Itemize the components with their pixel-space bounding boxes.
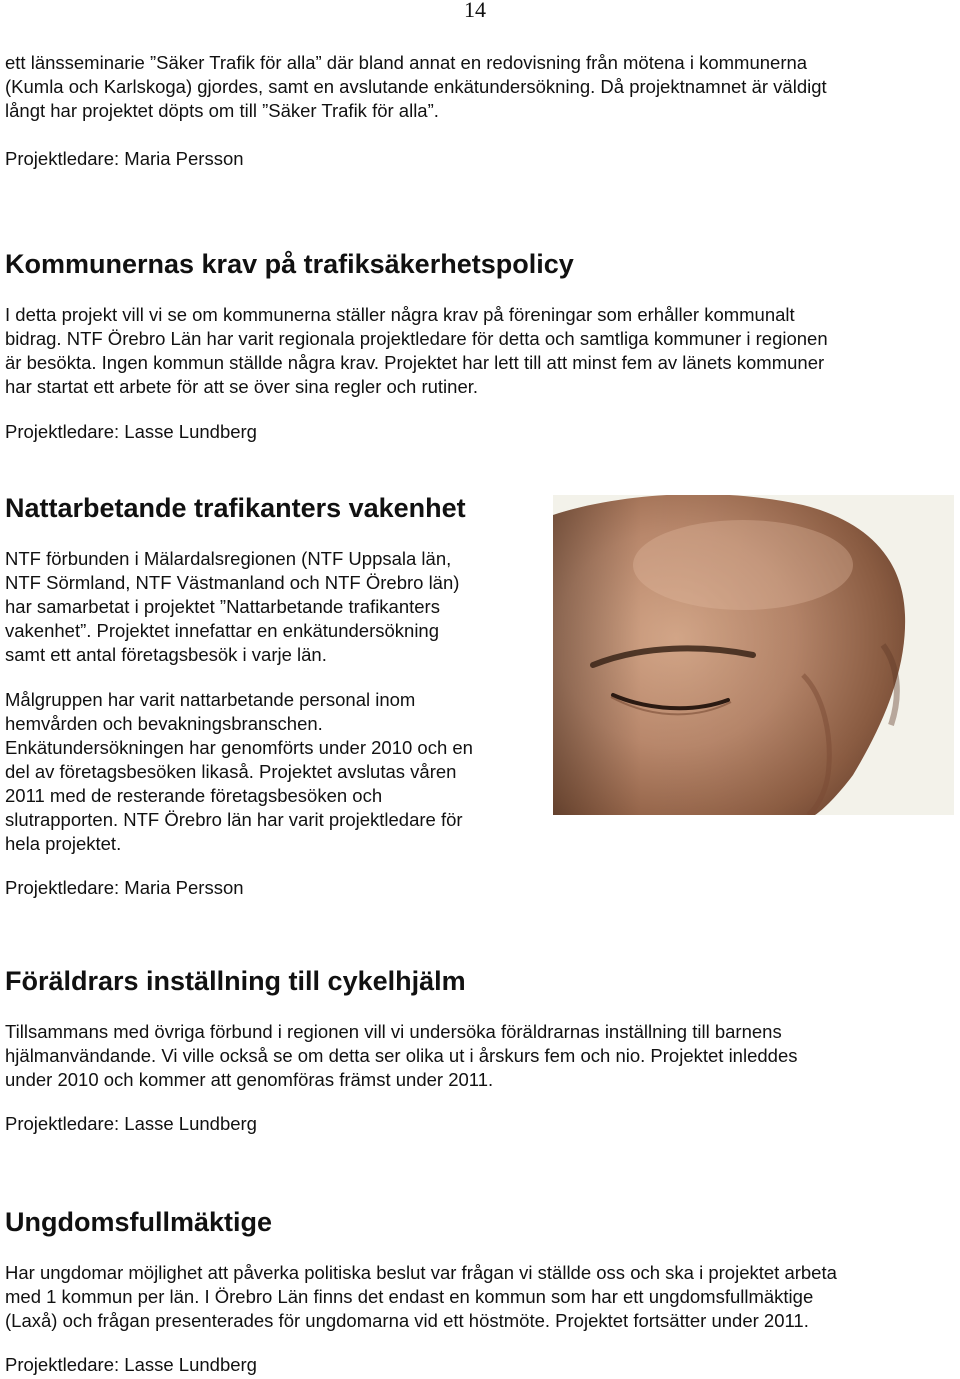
text-line: vakenhet”. Projektet innefattar en enkätundersökning xyxy=(5,620,440,641)
text-line: har startat ett arbete för att se över sina regler och rutiner. xyxy=(5,376,479,397)
text-line: I detta projekt vill vi se om kommunerna ställer några krav på föreningar som erhåller kommunalt xyxy=(5,304,795,325)
text-line: (Kumla och Karlskoga) gjordes, samt en avslutande enkätundersökning. Då projektnamnet är väldigt xyxy=(5,76,827,97)
section-heading: Ungdomsfullmäktige xyxy=(5,1207,273,1237)
project-leader: Projektledare: Lasse Lundberg xyxy=(5,421,257,442)
text-line: (Laxå) och frågan presenterades för ungdomarna vid ett höstmöte. Projektet fortsätter under 2011. xyxy=(5,1310,809,1331)
sleeping-face-photo xyxy=(553,495,954,815)
project-leader: Projektledare: Maria Persson xyxy=(5,148,244,169)
text-line: Tillsammans med övriga förbund i regionen vill vi undersöka föräldrarnas inställning till barnens xyxy=(5,1021,782,1042)
text-line: NTF förbunden i Mälardalsregionen (NTF Uppsala län, xyxy=(5,548,452,569)
text-line: har samarbetat i projektet ”Nattarbetande trafikanters xyxy=(5,596,440,617)
text-line: hela projektet. xyxy=(5,833,122,854)
section-heading: Föräldrars inställning till cykelhjälm xyxy=(5,966,466,996)
page-number: 14 xyxy=(464,0,486,22)
project-leader: Projektledare: Maria Persson xyxy=(5,877,244,898)
text-line: hemvården och bevakningsbranschen. xyxy=(5,713,323,734)
text-line: är besökta. Ingen kommun ställde några krav. Projektet har lett till att minst fem av länets kommuner xyxy=(5,352,825,373)
text-line: långt har projektet döpts om till ”Säker Trafik för alla”. xyxy=(5,100,439,121)
text-line: del av företagsbesöken likaså. Projektet avslutas våren xyxy=(5,761,457,782)
section-heading: Kommunernas krav på trafiksäkerhetspolicy xyxy=(5,249,574,279)
project-leader: Projektledare: Lasse Lundberg xyxy=(5,1113,257,1134)
text-line: 2011 med de resterande företagsbesöken och xyxy=(5,785,383,806)
text-line: bidrag. NTF Örebro Län har varit regionala projektledare för detta och samtliga kommuner i regionen xyxy=(5,328,828,349)
text-line: hjälmanvändande. Vi ville också se om detta ser olika ut i årskurs fem och nio. Projektet inleddes xyxy=(5,1045,798,1066)
text-line: Har ungdomar möjlighet att påverka politiska beslut var frågan vi ställde oss och ska i projektet arbeta xyxy=(5,1262,837,1283)
text-line: med 1 kommun per län. I Örebro Län finns det endast en kommun som har ett ungdomsfullmäktige xyxy=(5,1286,814,1307)
text-line: ett länsseminarie ”Säker Trafik för alla” där bland annat en redovisning från mötena i kommunerna xyxy=(5,52,808,73)
text-line: NTF Sörmland, NTF Västmanland och NTF Örebro län) xyxy=(5,572,460,593)
text-line: samt ett antal företagsbesök i varje län. xyxy=(5,644,327,665)
text-line: Målgruppen har varit nattarbetande personal inom xyxy=(5,689,416,710)
text-line: under 2010 och kommer att genomföras främst under 2011. xyxy=(5,1069,494,1090)
project-leader: Projektledare: Lasse Lundberg xyxy=(5,1354,257,1375)
section-heading: Nattarbetande trafikanters vakenhet xyxy=(5,493,466,523)
text-line: slutrapporten. NTF Örebro län har varit projektledare för xyxy=(5,809,463,830)
text-line: Enkätundersökningen har genomförts under 2010 och en xyxy=(5,737,473,758)
